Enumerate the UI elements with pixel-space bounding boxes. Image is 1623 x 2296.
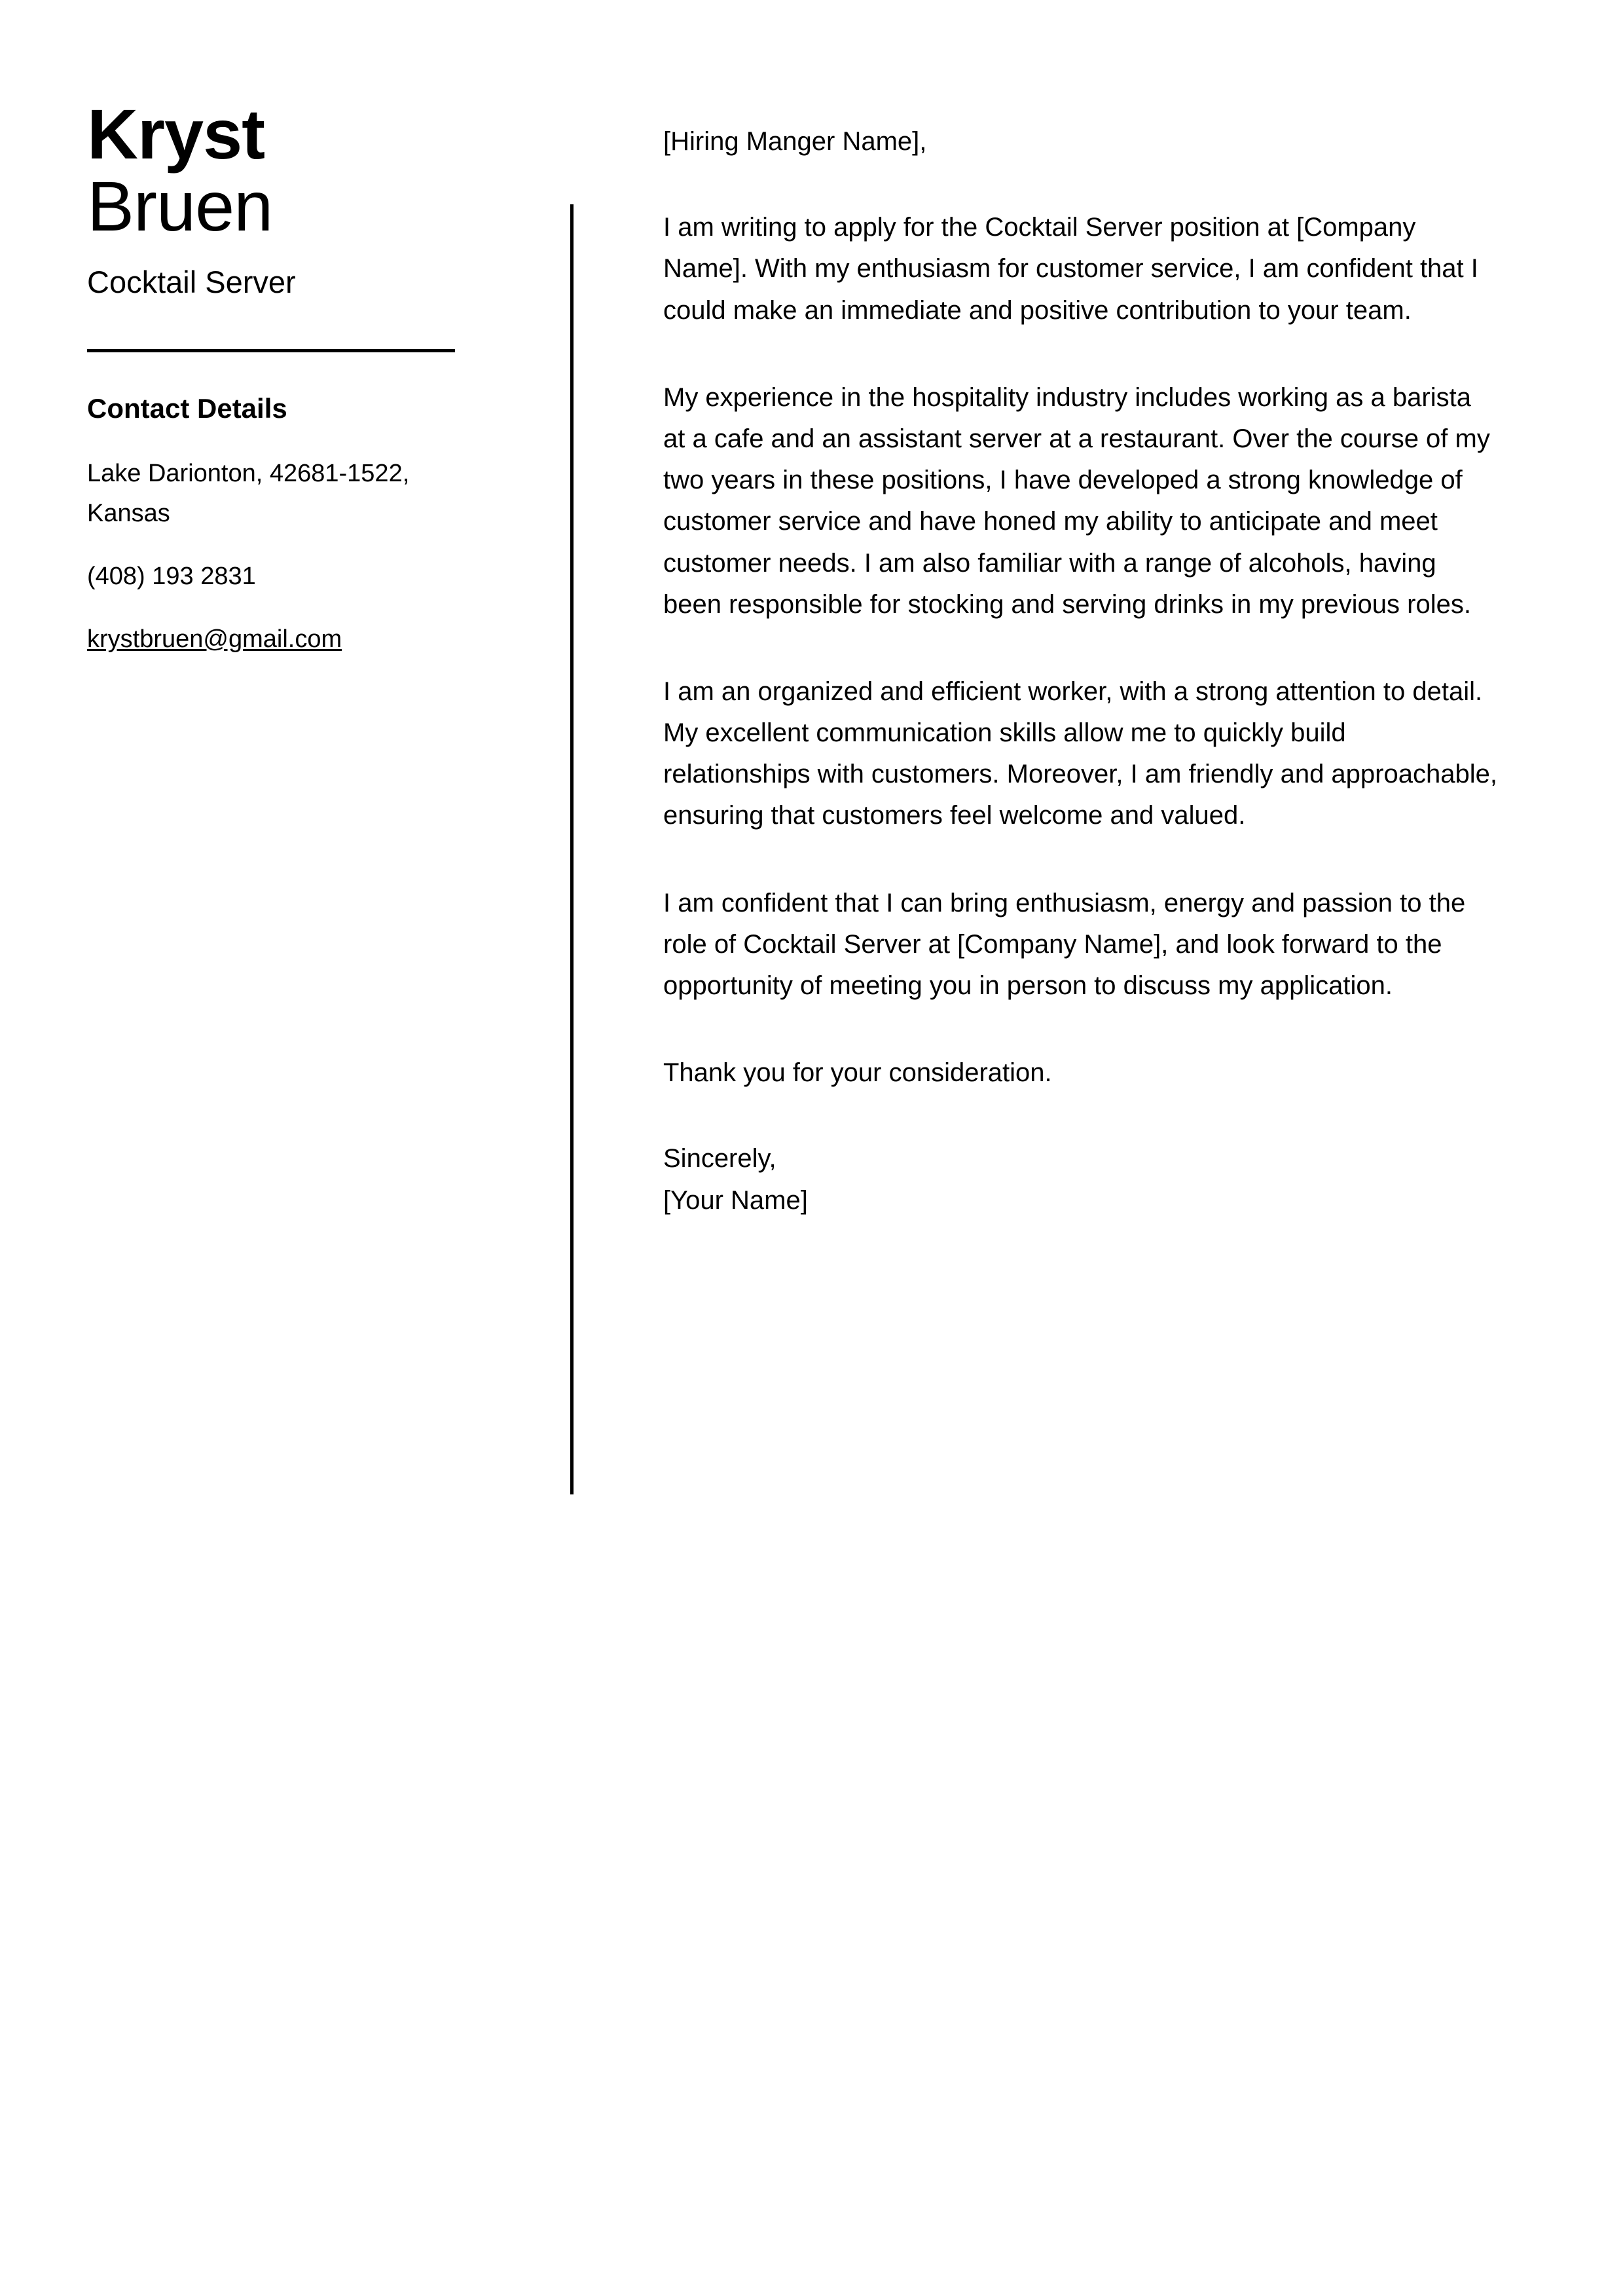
letter-paragraph-2: My experience in the hospitality industry includes working as a barista at a cafe and an assistant server at a restaurant. Over the course of my two years in these positions, I have developed a strong knowledge of customer service and have honed my ability to anticipate and meet customer needs. I am also familiar with a range of alcohols, having been responsible for stocking and serving drinks in my previous roles. — [663, 382, 1490, 619]
last-name: Bruen — [87, 166, 273, 246]
sidebar-divider-rule — [87, 349, 455, 352]
letter-body — [572, 0, 1623, 1221]
job-title: Cocktail Server — [87, 265, 296, 300]
contact-email-item — [87, 620, 428, 660]
letter-paragraph-3: I am an organized and efficient worker, with a strong attention to detail. My excellent communication skills allow me to quickly build relationships with customers. Moreover, I am friendly and approachable, ensuring that customers feel welcome and valued. — [663, 676, 1497, 830]
letter-thanks: Thank you for your consideration. — [663, 1058, 1052, 1088]
vertical-divider — [570, 204, 574, 1494]
letter-signature-name: [Your Name] — [663, 1185, 808, 1215]
contact-email-link[interactable]: krystbruen@gmail.com — [87, 625, 342, 653]
contact-details-list — [87, 454, 572, 659]
letter-signoff: Sincerely, — [663, 1144, 776, 1174]
contact-phone: (408) 193 2831 — [87, 563, 256, 590]
contact-details-heading: Contact Details — [87, 393, 287, 424]
letter-paragraph-4: I am confident that I can bring enthusiasm, energy and passion to the role of Cocktail Server at [Company Name], and look forward to the opportunity of meeting you in person to discuss my application. — [663, 888, 1466, 1000]
letter-signoff-block — [663, 1138, 1499, 1221]
letter-salutation: [Hiring Manger Name], — [663, 127, 927, 156]
first-name: Kryst — [87, 94, 265, 174]
applicant-name — [87, 94, 572, 246]
contact-address: Lake Darionton, 42681-1522, Kansas — [87, 459, 410, 528]
sidebar — [0, 0, 572, 659]
letter-paragraph-1: I am writing to apply for the Cocktail Server position at [Company Name]. With my enthusiasm for customer service, I am confident that I could make an immediate and positive contribution to your team. — [663, 213, 1478, 325]
